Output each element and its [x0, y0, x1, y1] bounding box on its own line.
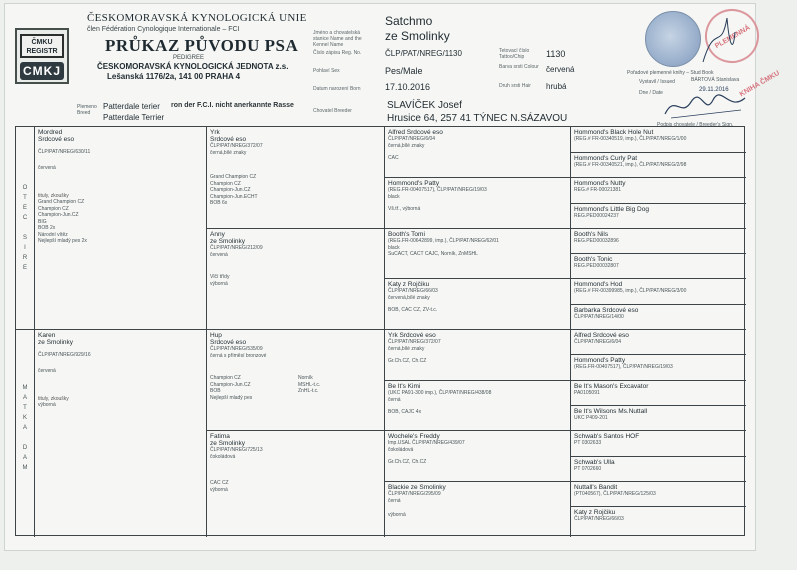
ancestor-reg: PT 0702660 — [574, 466, 602, 472]
grandparent-kennel: ze Smolinky — [210, 440, 246, 447]
grandparent-name: Fatima — [210, 433, 230, 440]
grandparent-title: Champion CZ — [210, 375, 241, 381]
ancestor-g4-cell — [571, 127, 746, 152]
name-label: Jméno a chovatelská stanice Name and the Kennel Name — [313, 30, 362, 48]
dam-name: Karen — [38, 332, 56, 339]
ancestor-titles: BOB, CAC CZ, ZV-t.c. — [388, 307, 438, 313]
ancestor-name: Be It's Mason's Excavator — [574, 383, 649, 390]
date-label: Dne / Date — [639, 90, 663, 96]
pedigree-table — [15, 126, 745, 536]
dam-reg: ČLP/PAT/NREG/929/16 — [38, 352, 91, 358]
issued-by: BÁRTOVÁ Stanislava — [691, 77, 740, 83]
dob-label: Datum narození Born — [313, 86, 361, 92]
ancestor-reg: (REG.# FR-00399985, imp.), ČLP/PAT/NREG/3/00 — [574, 288, 687, 294]
red-stamp: PLEMENNÁ KNIHA ČMKU — [695, 0, 769, 73]
ancestor-titles: výborná — [388, 512, 406, 518]
ancestor-reg: PA0105091 — [574, 390, 600, 396]
ancestor-g3-cell — [385, 127, 569, 177]
ancestor-g3-cell — [385, 381, 569, 430]
ancestor-reg: REG.# FR-00021381 — [574, 187, 621, 193]
ancestor-g4-cell — [571, 431, 746, 456]
grandparent-colour: černá s příměsí bronzové — [210, 352, 267, 359]
grandparent-title: Grand Champion CZ — [210, 174, 257, 180]
ancestor-reg: Imp.USAL ČLP/PAT/NREG/439/07 — [388, 440, 465, 446]
ancestor-name: Hommond's Patty — [574, 357, 626, 364]
ancestor-colour: čokoládová — [388, 446, 414, 453]
grandparent-cell — [207, 229, 383, 329]
sire-title: BIG — [38, 218, 47, 225]
ancestor-g4-cell — [571, 279, 746, 304]
logo-bottom-text: CMKJ — [20, 62, 64, 80]
ancestor-colour: černá — [388, 396, 401, 403]
dam-kennel: ze Smolinky — [38, 339, 74, 346]
ancestor-g4-cell — [571, 381, 746, 405]
ancestor-name: Nuttall's Bandit — [574, 484, 618, 491]
ancestor-g3-cell — [385, 229, 569, 278]
grandparent-title: výborná — [210, 280, 228, 287]
grandparent-title: Champion-Jun.CZ — [210, 381, 251, 388]
sire-title: Nejlepší mladý pes 2x — [38, 238, 87, 244]
breed-note: ron der F.C.I. nicht anerkannte Rasse — [171, 102, 294, 109]
ancestor-reg: REG.PED00032807 — [574, 263, 619, 269]
grandparent-cell — [207, 330, 383, 430]
grandparent-title: MSHL-t.c. — [298, 381, 321, 388]
ancestor-g3-cell — [385, 178, 569, 228]
sire-colour: červená — [38, 164, 56, 171]
dam-colour: červená — [38, 367, 56, 374]
ancestor-name: Katy z Rojčiku — [574, 509, 616, 516]
dog-name-line1: Satchmo — [385, 14, 433, 28]
issue-date: 29.11.2016 — [699, 87, 729, 93]
ancestor-name: Schwab's Santos HOF — [574, 433, 640, 440]
sire-title: Champion CZ — [38, 205, 69, 212]
mother-side-label: M A T K A D A M — [22, 385, 28, 471]
grandparent-title: ZnHL-t.c. — [298, 388, 319, 394]
grandparent-title: Nejlepší mladý pes — [210, 394, 253, 401]
dam-cell — [35, 330, 205, 536]
pedigree-sheet — [4, 3, 781, 551]
ancestor-reg: ČLP/PAT/NREG/372/07 — [388, 339, 441, 345]
ancestor-g3-cell — [385, 482, 569, 536]
ancestor-reg: (REG.FR-00642899, imp.), ČLP/PAT/NREG/62/01 — [388, 238, 499, 244]
ancestor-g4-cell — [571, 305, 746, 329]
sire-reg: ČLP/PAT/NREG/630/11 — [38, 149, 91, 155]
ancestor-name: Alfred Srdcové eso — [574, 332, 629, 339]
grandparent-title: Champion-Jun.CZ — [210, 187, 251, 193]
issuer-signature — [661, 92, 751, 122]
ancestor-reg: (PT040567), ČLP/PAT/NREG/125/03 — [574, 491, 656, 497]
sire-name: Mordred — [38, 129, 63, 136]
cmku-registr-logo — [15, 28, 69, 84]
ancestor-reg: ČLP/PAT/NREG/6/04 — [388, 136, 436, 142]
ancestor-name: Katy z Rojčiku — [388, 281, 430, 288]
grandparent-cell — [207, 431, 383, 536]
ancestor-colour: black — [388, 193, 400, 200]
reg-no: ČLP/PAT/NREG/1130 — [385, 49, 462, 58]
ancestor-name: Hommond's Nutty — [574, 180, 626, 187]
grandparent-cell — [207, 127, 383, 228]
breed-cz: Patterdale terier — [103, 102, 160, 111]
grandparent-kennel: Srdcové eso — [210, 136, 247, 143]
ancestor-g4-cell — [571, 355, 746, 380]
org-subtitle: člen Fédération Cynologique Internationale – FCI — [87, 26, 240, 33]
ancestor-g4-cell — [571, 254, 746, 279]
ancestor-name: Hommond's Hod — [574, 281, 623, 288]
sire-title: Národní vítěz — [38, 231, 68, 238]
ancestor-name: Be It's Wilsons Ms.Nuttall — [574, 408, 648, 415]
ancestor-g3-cell — [385, 431, 569, 481]
ancestor-reg: (REG.FR-00407517), ČLP/PAT/NREG/19/03 — [388, 187, 487, 193]
stud-book-label: Pořadové plemenné knihy – Stud Book — [627, 70, 714, 76]
sire-title: Grand Champion CZ — [38, 199, 85, 205]
ancestor-reg: ČLP/PAT/NREG/66/03 — [574, 516, 624, 522]
ancestor-titles: BOB, CAJC 4x — [388, 409, 422, 415]
ancestor-g4-cell — [571, 153, 746, 178]
ancestor-name: Booth's Nils — [574, 231, 609, 238]
colour-label: Barva srsti Colour — [499, 64, 539, 70]
ancestor-reg: ČLP/PAT/NREG/66/03 — [388, 288, 438, 294]
document-title: PRŮKAZ PŮVODU PSA — [105, 36, 299, 55]
grandparent-kennel: Srdcové eso — [210, 339, 247, 346]
sex-label: Pohlaví Sex — [313, 68, 340, 74]
grandparent-reg: ČLP/PAT/NREG/372/07 — [210, 143, 263, 149]
org-name: ČESKOMORAVSKÁ KYNOLOGICKÁ UNIE — [87, 12, 307, 24]
ancestor-reg: (REG.# FR-00340521, imp.), ČLP/PAT/NREG/2/98 — [574, 162, 687, 168]
ancestor-name: Schwab's Ulla — [574, 459, 615, 466]
hair-label: Druh srsti Hair — [499, 83, 531, 89]
grandparent-colour: černá,bílé znaky — [210, 149, 247, 156]
document-title-en: PEDIGREE — [173, 55, 205, 61]
ancestor-name: Be It's Kimi — [388, 383, 421, 390]
ancestor-name: Blackie ze Smolinky — [388, 484, 446, 491]
grandparent-colour: čokoládová — [210, 453, 236, 460]
ancestor-g4-cell — [571, 178, 746, 203]
dog-name-line2: ze Smolinky — [385, 29, 450, 43]
ancestor-reg: REG.PED00024237 — [574, 213, 619, 219]
ancestor-g4-cell — [571, 229, 746, 253]
ancestor-name: Hommond's Black Hole Nut — [574, 129, 654, 136]
grandparent-name: Yrk — [210, 129, 220, 136]
ancestor-colour: černá,bílé znaky — [388, 345, 425, 352]
grandparent-reg: ČLP/PAT/NREG/725/13 — [210, 447, 263, 453]
grandparent-colour: červená — [210, 251, 228, 258]
ancestor-titles: Gr.Ch.CZ, Ch.CZ — [388, 358, 427, 364]
ancestor-reg: (UKC PA91-300 imp.), ČLP/PAT/NREG/438/08 — [388, 390, 492, 396]
ancestor-name: Hommond's Little Big Dog — [574, 206, 649, 213]
father-side-label: O T E C S I R E — [22, 185, 28, 271]
ancestor-reg: PT 0302633 — [574, 440, 602, 446]
dam-titles-label: tituly, zkoušky — [38, 396, 69, 402]
breed-en: Patterdale Terrier — [103, 113, 165, 122]
ancestor-name: Barbarka Srdcové eso — [574, 307, 639, 314]
grandparent-name: Hup — [210, 332, 222, 339]
ancestor-g4-cell — [571, 482, 746, 506]
ancestor-colour: černá,bílé znaky — [388, 142, 425, 149]
breeder-name: SLAVÍČEK Josef — [387, 100, 462, 111]
breed-label: Plemeno Breed — [77, 104, 97, 116]
grandparent-kennel: ze Smolinky — [210, 238, 246, 245]
ancestor-name: Yrk Srdcové eso — [388, 332, 436, 339]
grandparent-title: BOB 6x — [210, 200, 228, 206]
tattoo: 1130 — [546, 49, 566, 59]
ancestor-g4-cell — [571, 457, 746, 481]
ancestor-reg: UKC P409-201 — [574, 415, 608, 421]
ancestor-name: Booth's Tonic — [574, 256, 613, 263]
ancestor-g3-cell — [385, 330, 569, 380]
grandparent-reg: ČLP/PAT/NREG/535/09 — [210, 346, 263, 352]
sire-kennel: Srdcové eso — [38, 136, 75, 143]
dam-title: výborná — [38, 402, 56, 408]
ancestor-colour: black — [388, 244, 400, 251]
sire-title: BOB 2x — [38, 225, 56, 231]
grandparent-title: Champion-Jun.ECHT — [210, 193, 258, 200]
grandparent-title: CAC CZ — [210, 480, 229, 486]
logo-top-text: ČMKU REGISTR — [20, 34, 64, 58]
dob: 17.10.2016 — [385, 82, 431, 92]
ancestor-reg: ČLP/PAT/NREG/295/09 — [388, 491, 441, 497]
ancestor-name: Alfred Srdcové eso — [388, 129, 443, 136]
ancestor-colour: červená,bílé znaky — [388, 294, 430, 301]
ancestor-titles: CAC — [388, 155, 399, 161]
sire-cell — [35, 127, 205, 329]
breeder-label: Chovatel Breeder — [313, 108, 352, 114]
sire-titles-label: tituly, zkoušky — [38, 193, 69, 199]
ancestor-name: Booth's Tomi — [388, 231, 425, 238]
grandparent-reg: ČLP/PAT/NREG/212/09 — [210, 245, 263, 251]
official-seal — [645, 11, 701, 67]
ancestor-reg: (REG.FR-00407517), ČLP/PAT/NREG/19/03 — [574, 364, 673, 370]
breeder-sign-label: Podpis chovatele / Breeder's Sign. — [657, 122, 734, 128]
club-address: Lešanská 1176/2a, 141 00 PRAHA 4 — [107, 72, 241, 81]
grandparent-title: Norník — [298, 375, 313, 381]
ancestor-reg: ČLP/PAT/NREG/14/00 — [574, 314, 624, 320]
grandparent-title: Vlčí třídy — [210, 274, 230, 280]
sex: Pes/Male — [385, 66, 423, 76]
hair: hrubá — [546, 82, 567, 91]
ancestor-name: Wochele's Freddy — [388, 433, 440, 440]
reg-label: Číslo zápisu Reg. No. — [313, 50, 362, 56]
stamp-signature — [697, 12, 737, 72]
ancestor-g4-cell — [571, 507, 746, 536]
ancestor-titles: Vš.tř., výborná — [388, 206, 421, 212]
ancestor-reg: REG.PED00032896 — [574, 238, 619, 244]
colour: červená — [546, 65, 575, 74]
ancestor-reg: (REG.# FR-00340519, imp.), ČLP/PAT/NREG/1/00 — [574, 136, 687, 142]
club-name: ČESKOMORAVSKÁ KYNOLOGICKÁ JEDNOTA z.s. — [97, 62, 289, 71]
ancestor-titles: Gr.Ch.CZ, Ch.CZ — [388, 459, 427, 465]
sire-title: Champion-Jun.CZ — [38, 212, 79, 218]
ancestor-g4-cell — [571, 406, 746, 430]
ancestor-name: Hommond's Curly Pat — [574, 155, 638, 162]
grandparent-name: Anny — [210, 231, 225, 238]
ancestor-name: Hommond's Patty — [388, 180, 440, 187]
grandparent-title: BOB — [210, 388, 221, 394]
ancestor-g4-cell — [571, 330, 746, 354]
ancestor-g4-cell — [571, 204, 746, 228]
ancestor-reg: ČLP/PAT/NREG/6/04 — [574, 339, 622, 345]
issued-label: Vystavil / Issued — [639, 79, 675, 85]
ancestor-colour: černá — [388, 497, 401, 504]
grandparent-title: výborná — [210, 486, 228, 493]
ancestor-g3-cell — [385, 279, 569, 329]
ancestor-titles: SuCACT, CACT CAJC, Norník, ZnMSHL — [388, 251, 478, 257]
breeder-address: Hrusice 64, 257 41 TÝNEC N.SÁZAVOU — [387, 113, 568, 124]
tattoo-label: Tetovací číslo Tattoo/Chip — [499, 48, 530, 60]
grandparent-title: Champion CZ — [210, 180, 241, 187]
